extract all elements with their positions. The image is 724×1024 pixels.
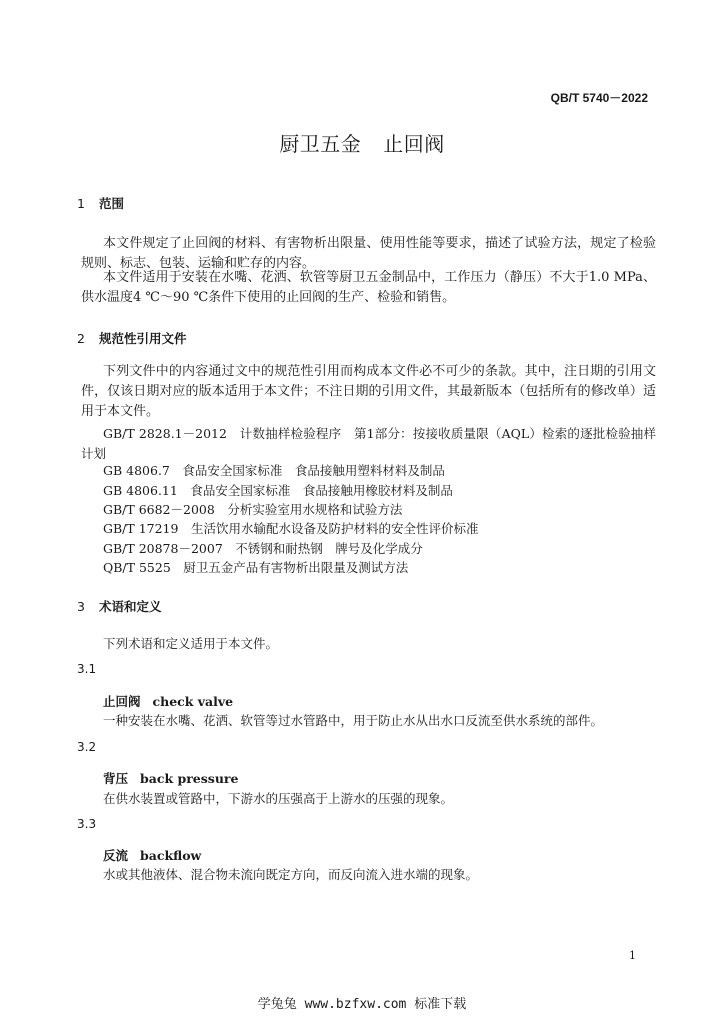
paragraph-text: 下列文件中的内容通过文中的规范性引用而构成本文件必不可少的条款。其中，注日期的引用文件，仅该日期对应的版本适用于本文件；不注日期的引用文件，其最新版本（包括所有的修改单）适用于本文件。	[81, 364, 656, 419]
reference-item: GB 4806.11 食品安全国家标准 食品接触用橡胶材料及制品	[103, 483, 453, 498]
term-number: 3.2	[77, 740, 97, 754]
term-en: check valve	[152, 694, 234, 709]
paragraph-text: 本文件规定了止回阀的材料、有害物析出限量、使用性能等要求，描述了试验方法，规定了检验规则、标志、包装、运输和贮存的内容。	[81, 236, 656, 271]
term-number: 3.1	[77, 662, 97, 676]
term-zh: 背压	[103, 771, 129, 786]
page-number: 1	[629, 949, 636, 962]
section-number: 2	[77, 331, 85, 346]
reference-item: GB/T 20878－2007 不锈钢和耐热钢 牌号及化学成分	[103, 541, 423, 556]
paragraph-text: 本文件适用于安装在水嘴、花洒、软管等厨卫五金制品中，工作压力（静压）不大于1.0 MPa、供水温度4 ℃～90 ℃条件下使用的止回阀的生产、检验和销售。	[81, 270, 656, 305]
term-number: 3.3	[77, 817, 97, 831]
term-title	[103, 692, 233, 710]
title-part-2: 止回阀	[383, 132, 445, 156]
term-title	[103, 769, 238, 787]
footer-watermark: 学兔兔 www.bzfxw.com 标准下载	[257, 997, 467, 1012]
section-3-heading	[77, 597, 162, 615]
term-zh: 止回阀	[103, 694, 141, 709]
reference-item: GB/T 2828.1－2012 计数抽样检验程序 第1部分：按接收质量限（AQL）检索的逐批检验抽样计划	[81, 426, 656, 461]
title-part-1: 厨卫五金	[279, 132, 362, 156]
section-3-intro: 下列术语和定义适用于本文件。	[103, 636, 279, 651]
term-definition: 一种安装在水嘴、花洒、软管等过水管路中，用于防止水从出水口反流至供水系统的部件。	[103, 713, 604, 728]
section-1-paragraph-2	[81, 268, 656, 308]
term-definition: 在供水装置或管路中，下游水的压强高于上游水的压强的现象。	[103, 791, 454, 806]
term-en: back pressure	[140, 771, 239, 786]
term-definition: 水或其他液体、混合物未流向既定方向，而反向流入进水端的现象。	[103, 867, 479, 882]
section-2-heading	[77, 329, 187, 347]
section-title: 范围	[99, 196, 125, 211]
section-title: 术语和定义	[99, 599, 162, 614]
section-number: 3	[77, 599, 85, 614]
reference-item: QB/T 5525 厨卫五金产品有害物析出限量及测试方法	[103, 560, 409, 575]
standard-code: QB/T 5740－2022	[550, 91, 648, 105]
reference-item: GB/T 6682－2008 分析实验室用水规格和试验方法	[103, 502, 403, 517]
term-title	[103, 846, 201, 864]
reference-item: GB 4806.7 食品安全国家标准 食品接触用塑料材料及制品	[103, 463, 445, 478]
section-title: 规范性引用文件	[99, 331, 187, 346]
term-en: backflow	[140, 848, 202, 863]
section-number: 1	[77, 196, 85, 211]
document-title	[0, 128, 724, 157]
term-zh: 反流	[103, 848, 129, 863]
reference-item: GB/T 17219 生活饮用水输配水设备及防护材料的安全性评价标准	[103, 521, 479, 536]
section-2-intro	[81, 362, 656, 422]
section-1-heading	[77, 194, 124, 212]
